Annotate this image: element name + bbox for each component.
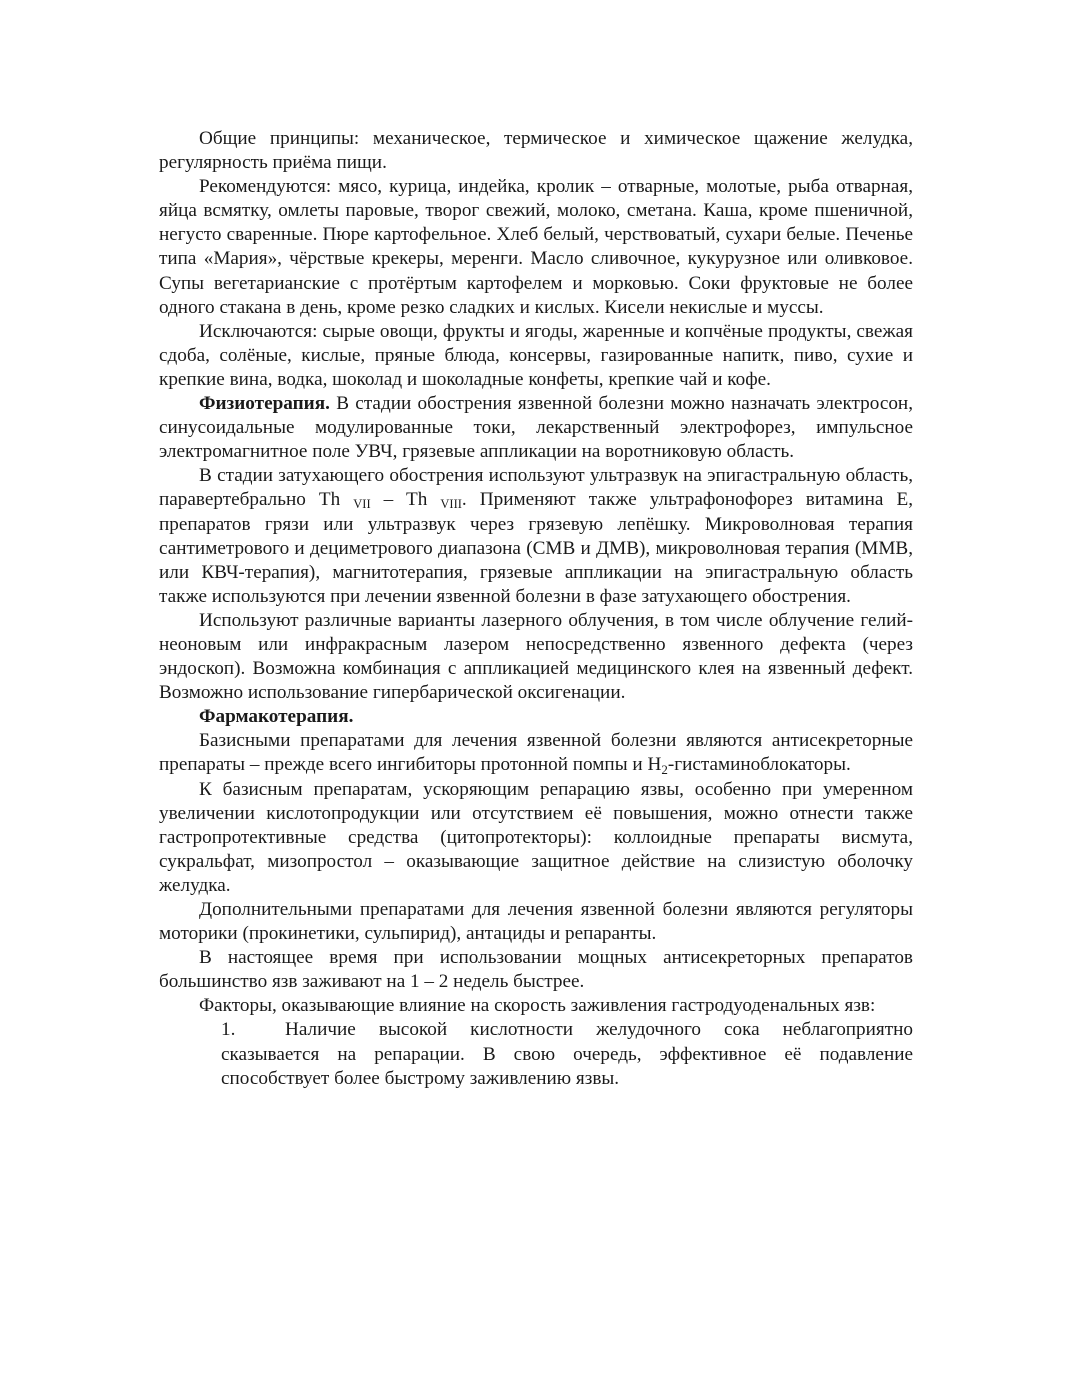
paragraph-additional-drugs: Дополнительными препаратами для лечения язвенной болезни являются регуляторы моторики (прокинетики, сульпирид), антациды и репаранты. xyxy=(159,899,913,945)
subsiding-text-b: – Th xyxy=(370,489,441,511)
document-page xyxy=(159,127,913,1091)
subsiding-text-a: В стадии затухающего обострения используют ультразвук на эпигастральную область, паравертебрально Th xyxy=(159,465,913,511)
paragraph-subsiding-stage xyxy=(159,464,913,609)
paragraph-healing-factors: Факторы, оказывающие влияние на скорость заживления гастродуоденальных язв: xyxy=(199,995,876,1017)
paragraph-laser: Используют различные варианты лазерного облучения, в том числе облучение гелий-неоновым или инфракрасным лазером непосредственно язвенного дефекта (через эндоскоп). Возможна комбинация с аппликацией медицинского клея на язвенный дефект. Возможно использование гипербарической оксигенации. xyxy=(159,609,913,704)
paragraph-excluded: Исключаются: сырые овощи, фрукты и ягоды, жаренные и копчёные продукты, свежая сдоба, солёные, кислые, пряные блюда, консервы, газированные напитк, пиво, сухие и крепкие вина, водка, шоколад и шоколадные конфеты, крепкие чай и кофе. xyxy=(159,320,913,390)
list-item-number: 1. xyxy=(221,1019,236,1041)
basic-drugs-text-a: Базисными препаратами для лечения язвенной болезни являются антисекреторные препараты – прежде всего ингибиторы протонной помпы и Н xyxy=(159,730,913,776)
paragraph-physiotherapy xyxy=(159,392,913,464)
physiotherapy-text: В стадии обострения язвенной болезни можно назначать электросон, синусоидальные модулированные токи, лекарственный электрофорез, импульсное электромагнитное поле УВЧ, грязевые аппликации на воротниковую область. xyxy=(159,393,913,463)
paragraph-basic-drugs xyxy=(159,729,913,777)
list-item xyxy=(221,1018,913,1090)
paragraph-general-principles: Общие принципы: механическое, термическое и химическое щажение желудка, регулярность приёма пищи. xyxy=(159,128,913,174)
vertebra-subscript-viii: VIII xyxy=(440,497,462,512)
paragraph-pharmacotherapy-heading xyxy=(159,705,913,729)
h2-subscript: 2 xyxy=(661,762,668,778)
subsiding-text-c: . Применяют также ультрафонофорез витамина Е, препаратов грязи или ультразвук через грязевую лепёшку. Микроволновая терапия сантиметрового и дециметрового диапазона (СМВ и ДМВ), микроволновая терапия (ММВ, или КВЧ-терапия), магнитотерапия, грязевые аппликации на эпигастральную область также используются при лечении язвенной болезни в фазе затухающего обострения. xyxy=(159,489,913,607)
list-item-text: Наличие высокой кислотности желудочного сока неблагоприятно сказывается на репарации. В свою очередь, эффективное её подавление способствует более быстрому заживлению язвы. xyxy=(221,1019,913,1089)
basic-drugs-text-b: -гистаминоблокаторы. xyxy=(667,754,851,776)
heading-pharmacotherapy: Фармакотерапия. xyxy=(199,706,354,728)
heading-physiotherapy: Физиотерапия. xyxy=(199,393,330,415)
vertebra-subscript-vii: VII xyxy=(353,497,371,512)
paragraph-gastroprotective: К базисным препаратам, ускоряющим репарацию язвы, особенно при умеренном увеличении кислотопродукции или отсутствием её повышения, можно отнести также гастропротективные средства (цитопротекторы): коллоидные препараты висмута, сукральфат, мизопростол – оказывающие защитное действие на слизистую оболочку желудка. xyxy=(159,778,913,896)
paragraph-recommended: Рекомендуются: мясо, курица, индейка, кролик – отварные, молотые, рыба отварная, яйца всмятку, омлеты паровые, творог свежий, молоко, сметана. Каша, кроме пшеничной, негусто сваренные. Пюре картофельное. Хлеб белый, черствоватый, сухари белые. Печенье типа «Мария», чёрствые крекеры, меренги. Масло сливочное, кукурузное или оливковое. Супы вегетарианские с протёртым картофелем и морковью. Соки фруктовые не более одного стакана в день, кроме резко сладких и кислых. Кисели некислые и муссы. xyxy=(159,176,913,318)
paragraph-antisecretory: В настоящее время при использовании мощных антисекреторных препаратов большинство язв заживают на 1 – 2 недель быстрее. xyxy=(159,947,913,993)
